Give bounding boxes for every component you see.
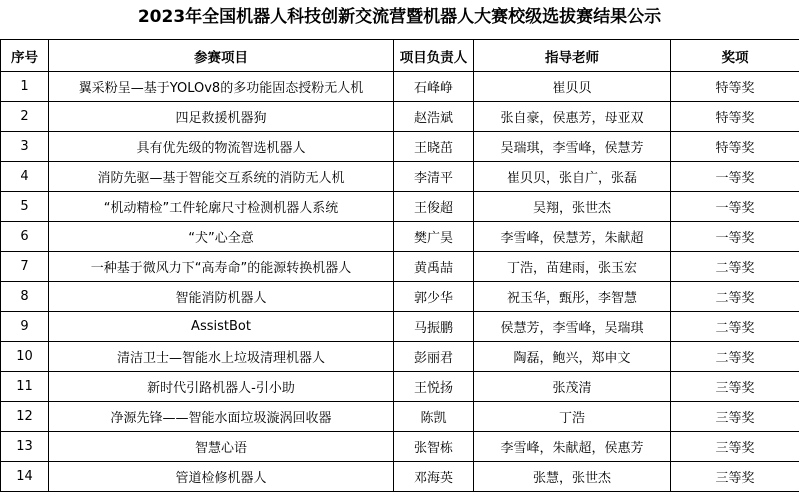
table-row	[1, 432, 799, 462]
cell-advisor: 丁浩，苗建雨，张玉宏	[474, 252, 671, 282]
cell-project: AssistBot	[49, 312, 394, 342]
table-row	[1, 252, 799, 282]
cell-advisor: 吴翔，张世杰	[474, 192, 671, 222]
cell-advisor: 祝玉华，甄彤，李智慧	[474, 282, 671, 312]
cell-index: 12	[1, 402, 49, 432]
cell-project: 智慧心语	[49, 432, 394, 462]
cell-advisor: 李雪峰，侯慧芳，朱献超	[474, 222, 671, 252]
cell-leader: 石峰峥	[394, 72, 474, 102]
cell-advisor: 张茂清	[474, 372, 671, 402]
cell-project: 一种基于微风力下“高寿命”的能源转换机器人	[49, 252, 394, 282]
cell-index: 11	[1, 372, 49, 402]
table-row	[1, 102, 799, 132]
cell-project: 翼采粉呈—基于YOLOv8的多功能固态授粉无人机	[49, 72, 394, 102]
cell-advisor: 丁浩	[474, 402, 671, 432]
cell-leader: 马振鹏	[394, 312, 474, 342]
cell-index: 6	[1, 222, 49, 252]
table-row	[1, 162, 799, 192]
cell-award: 特等奖	[671, 102, 799, 132]
cell-project: “机动精检”工件轮廓尺寸检测机器人系统	[49, 192, 394, 222]
header-advisor: 指导老师	[474, 40, 671, 72]
cell-advisor: 崔贝贝	[474, 72, 671, 102]
cell-award: 一等奖	[671, 192, 799, 222]
cell-leader: 王悦扬	[394, 372, 474, 402]
cell-advisor: 张自豪，侯惠芳，母亚双	[474, 102, 671, 132]
cell-leader: 王俊超	[394, 192, 474, 222]
cell-index: 4	[1, 162, 49, 192]
cell-index: 14	[1, 462, 49, 492]
cell-project: 消防先驱—基于智能交互系统的消防无人机	[49, 162, 394, 192]
cell-advisor: 陶磊，鲍兴，郑申文	[474, 342, 671, 372]
cell-award: 二等奖	[671, 342, 799, 372]
cell-advisor: 张慧，张世杰	[474, 462, 671, 492]
cell-index: 3	[1, 132, 49, 162]
cell-project: 新时代引路机器人-引小助	[49, 372, 394, 402]
cell-project: “犬”心全意	[49, 222, 394, 252]
cell-award: 三等奖	[671, 462, 799, 492]
cell-project: 四足救援机器狗	[49, 102, 394, 132]
header-leader: 项目负责人	[394, 40, 474, 72]
header-index: 序号	[1, 40, 49, 72]
cell-index: 1	[1, 72, 49, 102]
cell-project: 具有优先级的物流智选机器人	[49, 132, 394, 162]
results-table	[0, 39, 799, 492]
cell-award: 三等奖	[671, 372, 799, 402]
cell-award: 一等奖	[671, 162, 799, 192]
cell-leader: 王晓茁	[394, 132, 474, 162]
cell-leader: 郭少华	[394, 282, 474, 312]
cell-advisor: 侯慧芳，李雪峰，吴瑞琪	[474, 312, 671, 342]
cell-project: 清洁卫士—智能水上垃圾清理机器人	[49, 342, 394, 372]
cell-index: 13	[1, 432, 49, 462]
cell-award: 二等奖	[671, 312, 799, 342]
page-title: 2023年全国机器人科技创新交流营暨机器人大赛校级选拔赛结果公示	[137, 7, 662, 27]
cell-award: 三等奖	[671, 432, 799, 462]
cell-award: 二等奖	[671, 282, 799, 312]
cell-index: 5	[1, 192, 49, 222]
table-row	[1, 192, 799, 222]
cell-advisor: 崔贝贝，张自广，张磊	[474, 162, 671, 192]
table-row	[1, 132, 799, 162]
cell-project: 管道检修机器人	[49, 462, 394, 492]
cell-leader: 黄禹喆	[394, 252, 474, 282]
table-row	[1, 312, 799, 342]
cell-leader: 彭丽君	[394, 342, 474, 372]
table-row	[1, 282, 799, 312]
cell-index: 8	[1, 282, 49, 312]
header-award: 奖项	[671, 40, 799, 72]
cell-index: 2	[1, 102, 49, 132]
cell-project: 净源先锋——智能水面垃圾漩涡回收器	[49, 402, 394, 432]
cell-leader: 邓海英	[394, 462, 474, 492]
cell-award: 二等奖	[671, 252, 799, 282]
table-row	[1, 372, 799, 402]
cell-advisor: 吴瑞琪，李雪峰，侯慧芳	[474, 132, 671, 162]
table-row	[1, 342, 799, 372]
cell-award: 三等奖	[671, 402, 799, 432]
table-row	[1, 72, 799, 102]
cell-index: 10	[1, 342, 49, 372]
table-row	[1, 222, 799, 252]
cell-index: 7	[1, 252, 49, 282]
cell-advisor: 李雪峰，朱献超，侯惠芳	[474, 432, 671, 462]
cell-leader: 樊广昊	[394, 222, 474, 252]
table-row	[1, 462, 799, 492]
cell-leader: 李清平	[394, 162, 474, 192]
cell-index: 9	[1, 312, 49, 342]
cell-leader: 赵浩斌	[394, 102, 474, 132]
cell-award: 特等奖	[671, 72, 799, 102]
cell-leader: 张智栋	[394, 432, 474, 462]
cell-award: 一等奖	[671, 222, 799, 252]
cell-leader: 陈凯	[394, 402, 474, 432]
header-project: 参赛项目	[49, 40, 394, 72]
table-header-row	[1, 40, 799, 72]
table-row	[1, 402, 799, 432]
cell-award: 特等奖	[671, 132, 799, 162]
cell-project: 智能消防机器人	[49, 282, 394, 312]
